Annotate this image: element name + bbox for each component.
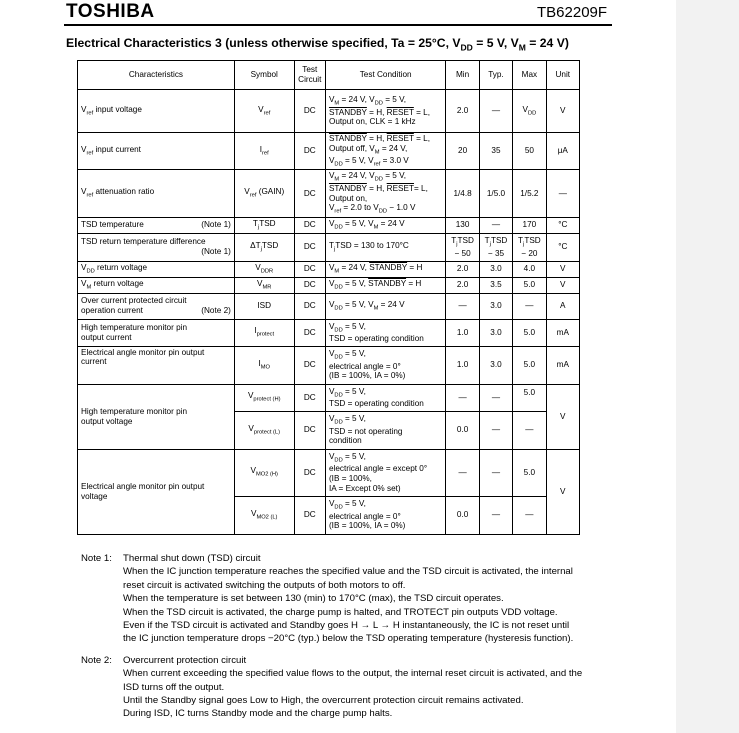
notes-section: [81, 552, 641, 721]
note-line: Even if the TSD circuit is activated and Standby goes H → L → H instantaneously, the IC is not reset until: [123, 620, 570, 632]
note-2-heading: Note 2: Overcurrent protection circuit: [81, 654, 247, 666]
table-row: Over current protected circuit operation current (Note 2) ISD DC $V_{DD} = 5$ V, $V_M = 24$ V — 3.0 — A: [78, 293, 580, 319]
note-2-body: [81, 667, 641, 721]
note-line: When the temperature is set between 130 (min) to 170°C (max), the TSD circuit operates.: [123, 593, 504, 605]
note-1-heading: Note 1: Thermal shut down (TSD) circuit: [81, 553, 261, 564]
table-row: High temperature monitor pin output voltage $V_{protect (H)}$ DC $V_{DD} = 5$ V, TSD = operating condition — — 5.0 V: [78, 384, 580, 411]
table-row: TSD return temperature difference (Note 1) $\Delta T_jTSD$ DC $T_jTSD = 130$ to 170°C $T_jTSD$ − 50 $T_jTSD$ − 35 $T_jTSD$ − 20 °C: [78, 233, 580, 261]
note-line: ISD turns off the output.: [123, 681, 225, 693]
viewer-margin: [676, 0, 739, 733]
section-title: Electrical Characteristics 3 (unless otherwise specified, Ta = 25°C, $V_{DD} = 5$ V, $V_M = 24$ V): [66, 36, 569, 53]
table-row: Electrical angle monitor pin output voltage $V_{MO2 (H)}$ DC $V_{DD} = 5$ V, electrical angle = except 0° (IB = 100%, IA = Except 0% set) — — 5.0 V: [78, 449, 580, 496]
note-line: reset circuit is activated switching the outputs of both motors to off.: [123, 579, 406, 591]
table-row: $V_{DD}$ return voltage $V_{DDR}$ DC $V_M = 24$ V, STANDBY = H 2.0 3.0 4.0 V: [78, 261, 580, 277]
note-line: Until the Standby signal goes Low to High, the overcurrent protection circuit remains activated.: [123, 695, 524, 707]
table-header-row: [78, 61, 580, 90]
toshiba-logo: TOSHIBA: [66, 1, 155, 22]
table-row: $V_{ref}$ input current $I_{ref}$ DC STANDBY = H, RESET = L, Output off, $V_M = 24$ V, $V_{DD} = 5$ V, $V_{ref} = 3.0$ V 20 35 50 μA: [78, 133, 580, 170]
col-header: Unit: [546, 61, 579, 90]
note-line: the IC junction temperature drops −20°C (typ.) below the TSD operating temperature (hysteresis function).: [123, 633, 574, 645]
table-row: TSD temperature (Note 1) $T_jTSD$ DC $V_{DD} = 5$ V, $V_M = 24$ V 130 — 170 °C: [78, 217, 580, 233]
table-row: Electrical angle monitor pin output current $I_{MO}$ DC $V_{DD} = 5$ V, electrical angle = 0° (IB = 100%, IA = 0%) 1.0 3.0 5.0 mA: [78, 346, 580, 384]
note-line: When the TSD circuit is activated, the charge pump is halted, and TROTECT pin outputs VDD voltage.: [123, 606, 558, 618]
note-line: When the IC junction temperature reaches the specified value and the TSD circuit is activated, the internal: [123, 566, 573, 578]
electrical-characteristics-table: [77, 60, 580, 535]
note-line: During ISD, IC turns Standby mode and the charge pump halts.: [123, 708, 393, 720]
col-header: Typ.: [479, 61, 512, 90]
header-rule: [64, 24, 612, 26]
part-number: TB62209F: [537, 4, 608, 21]
table-row: $V_M$ return voltage $V_{MR}$ DC $V_{DD} = 5$ V, STANDBY = H 2.0 3.5 5.0 V: [78, 277, 580, 293]
col-header: Characteristics: [78, 61, 235, 90]
table-row: High temperature monitor pin output current $I_{protect}$ DC $V_{DD} = 5$ V, TSD = operating condition 1.0 3.0 5.0 mA: [78, 319, 580, 346]
col-header: Min: [446, 61, 479, 90]
col-header: Symbol: [234, 61, 294, 90]
col-header: Test Condition: [325, 61, 445, 90]
note-line: When current exceeding the specified value flows to the output, the internal reset circuit is activated, and the: [123, 668, 583, 680]
table-row: $V_{ref}$ attenuation ratio $V_{ref}$ (GAIN) DC $V_M = 24$ V, $V_{DD} = 5$ V, STANDBY = H, RESET= L, Output on, $V_{ref} = 2.0$ to $V_{DD} - 1.0$ V 1/4.8 1/5.0 1/5.2 —: [78, 170, 580, 217]
table-row: $V_{protect (L)}$ DC $V_{DD} = 5$ V, TSD = not operating condition 0.0 — —: [78, 411, 580, 449]
table-row: $V_{MO2 (L)}$ DC $V_{DD} = 5$ V, electrical angle = 0° (IB = 100%, IA = 0%) 0.0 — —: [78, 496, 580, 534]
table-row: $V_{ref}$ input voltage $V_{ref}$ DC $V_M = 24$ V, $V_{DD} = 5$ V, STANDBY = H, RESET = L, Output on, CLK = 1 kHz 2.0 — $V_{DD}$ V: [78, 90, 580, 133]
col-header: Max: [513, 61, 546, 90]
note-1-body: [81, 565, 641, 645]
col-header: Test Circuit: [294, 61, 325, 90]
